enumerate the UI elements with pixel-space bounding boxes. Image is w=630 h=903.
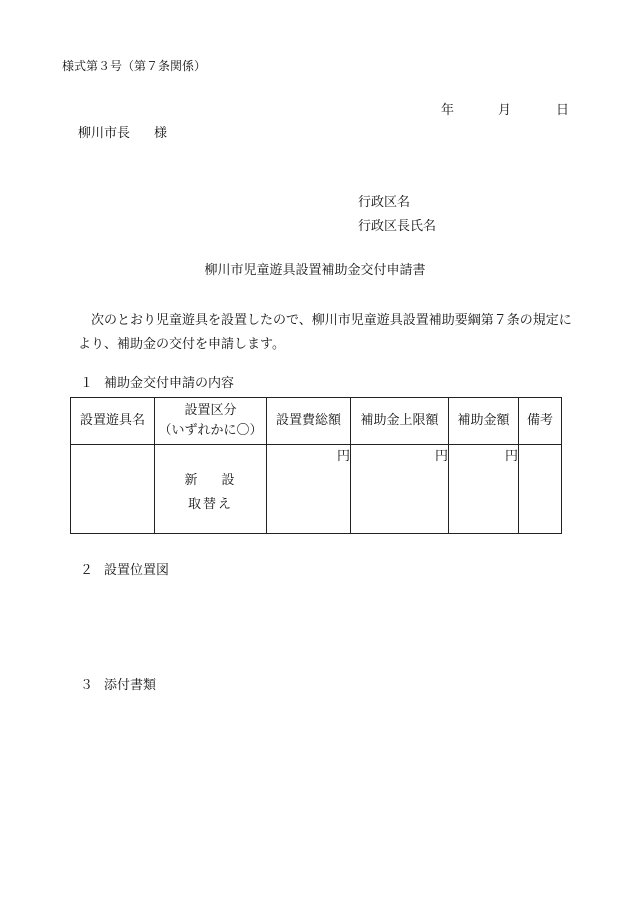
cell-subsidy-amount[interactable] [449,445,519,534]
section-2-number: ２ [80,563,94,578]
date-year-label: 年 [441,103,455,118]
section-1-label: 補助金交付申請の内容 [104,376,235,391]
section-1-number: １ [80,376,94,391]
cell-total-cost[interactable] [267,445,351,534]
application-table [70,397,562,534]
yen-unit: 円 [434,449,448,464]
header-category [155,398,267,445]
yen-unit: 円 [336,449,350,464]
document-title: 柳川市児童遊具設置補助金交付申請書 [204,263,426,278]
yen-unit: 円 [504,449,518,464]
header-category-line1: 設置区分 [184,403,237,418]
cell-equipment-name[interactable] [71,445,155,534]
header-equipment-name: 設置遊具名 [71,398,155,445]
header-category-line2: （いずれかに〇） [158,423,263,438]
ward-name-label: 行政区名 [358,195,411,210]
header-remarks: 備考 [519,398,562,445]
section-1-heading [80,376,234,392]
body-text: 次のとおり児童遊具を設置したので、柳川市児童遊具設置補助要綱第７条の規定により、補助金の交付を申請します。 [78,313,572,352]
addressee [78,126,167,142]
section-3-label: 添付書類 [104,678,157,693]
cell-subsidy-limit[interactable] [351,445,449,534]
date-month-label: 月 [498,103,512,118]
option-new-char2: 設 [221,473,237,488]
section-2-heading [80,563,169,579]
addressee-name: 柳川市長 [78,126,131,141]
ward-leader-label: 行政区長氏名 [358,219,437,234]
section-2-label: 設置位置図 [104,563,170,578]
cell-remarks[interactable] [519,445,562,534]
addressee-suffix: 様 [154,126,168,141]
date-day-label: 日 [556,103,570,118]
header-total-cost: 設置費総額 [267,398,351,445]
header-subsidy-limit: 補助金上限額 [351,398,449,445]
option-replace[interactable]: 取替え [187,497,233,512]
cell-category[interactable] [155,445,267,534]
header-subsidy-amount: 補助金額 [449,398,519,445]
table-row [71,445,562,534]
section-3-heading [80,678,156,694]
option-new-char1: 新 [184,473,200,488]
table-header-row [71,398,562,445]
option-new[interactable] [155,469,266,493]
form-number: 様式第３号（第７条関係） [62,59,207,73]
section-3-number: ３ [80,678,94,693]
